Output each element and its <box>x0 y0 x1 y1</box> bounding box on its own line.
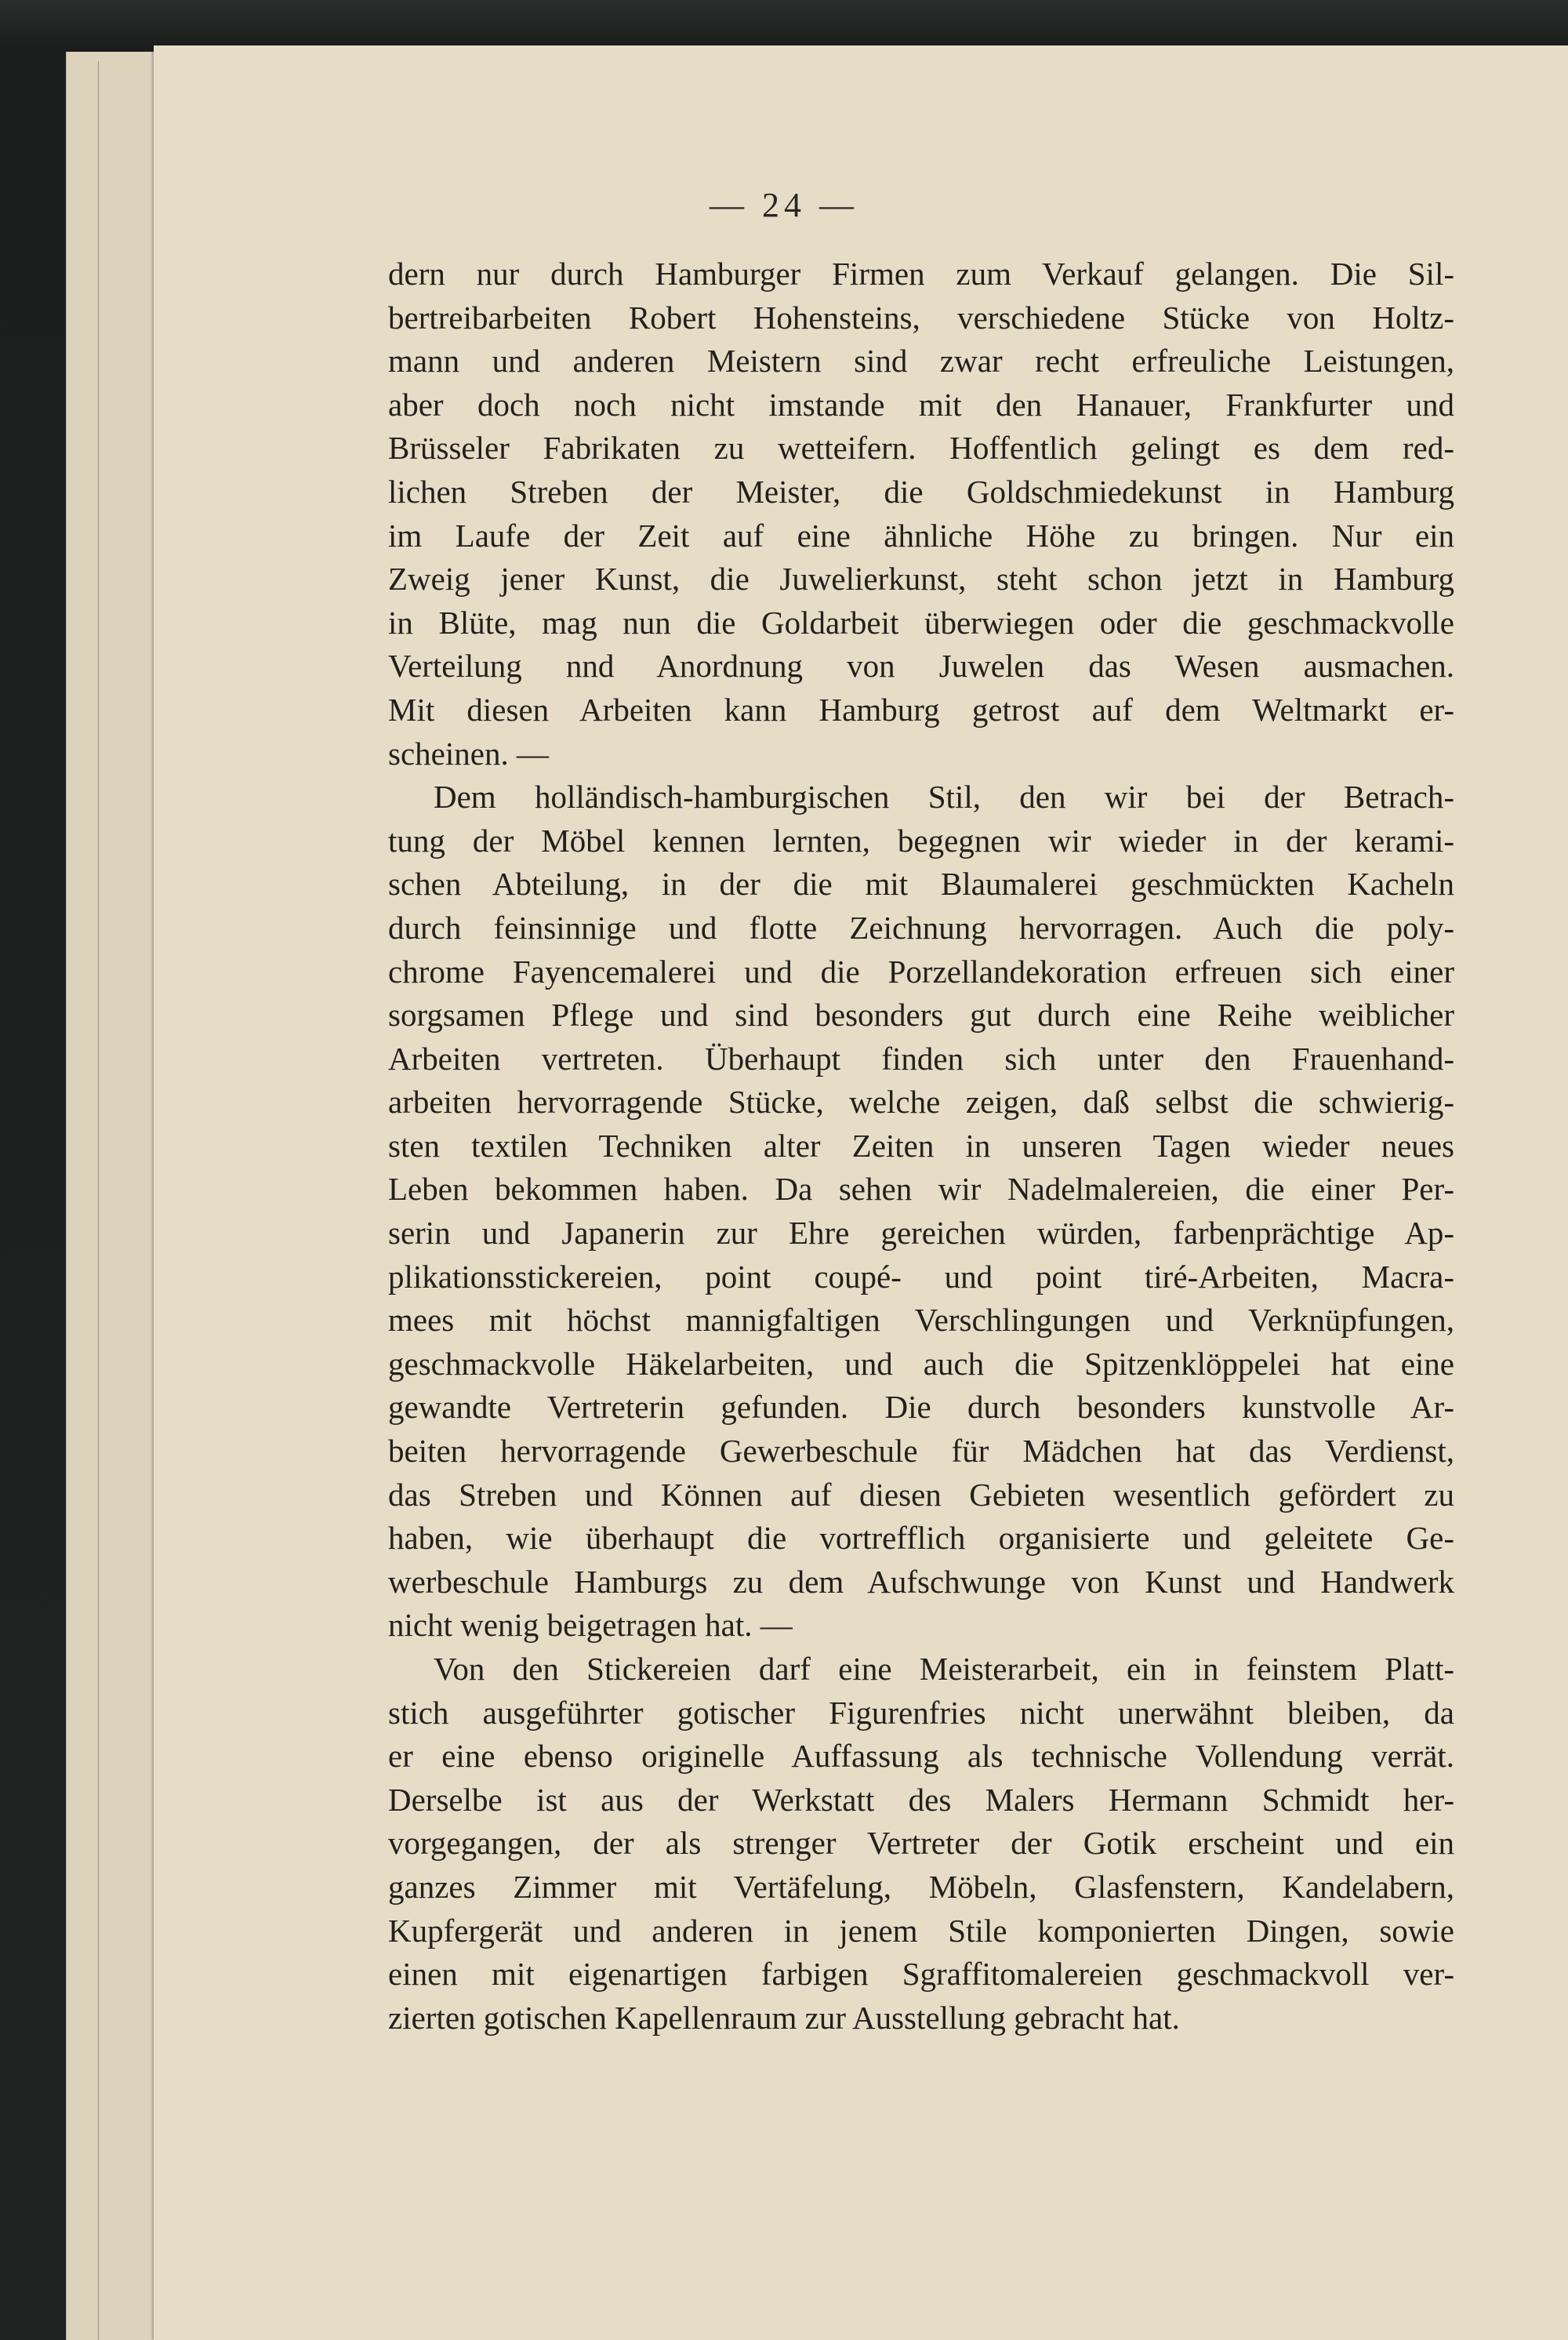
text-line: chrome Fayencemalerei und die Porzellandekoration erfreuen sich einer <box>388 953 1454 990</box>
text-line: dern nur durch Hamburger Firmen zum Verkauf gelangen. Die Sil- <box>388 256 1454 292</box>
text-line: arbeiten hervorragende Stücke, welche zeigen, daß selbst die schwierig- <box>388 1084 1454 1121</box>
page-edge-line <box>98 61 99 2340</box>
text-line: in Blüte, mag nun die Goldarbeit überwiegen oder die geschmackvolle <box>388 604 1454 641</box>
text-line: Mit diesen Arbeiten kann Hamburg getrost auf dem Weltmarkt er- <box>388 691 1454 728</box>
text-line: einen mit eigenartigen farbigen Sgraffitomalereien geschmackvoll ver- <box>388 1956 1454 1993</box>
text-line: Dem holländisch-hamburgischen Stil, den wir bei der Betrach- <box>434 779 1454 816</box>
text-line: beiten hervorragende Gewerbeschule für Mädchen hat das Verdienst, <box>388 1433 1454 1470</box>
text-line: mann und anderen Meistern sind zwar recht erfreuliche Leistungen, <box>388 343 1454 380</box>
text-line: das Streben und Können auf diesen Gebieten wesentlich gefördert zu <box>388 1476 1454 1513</box>
text-line: werbeschule Hamburgs zu dem Aufschwunge von Kunst und Handwerk <box>388 1563 1454 1600</box>
text-line: gewandte Vertreterin gefunden. Die durch besonders kunstvolle Ar- <box>388 1389 1454 1426</box>
body-text <box>388 253 1454 2040</box>
text-line: Brüsseler Fabrikaten zu wetteifern. Hoffentlich gelingt es dem red- <box>388 430 1454 467</box>
text-line: durch feinsinnige und flotte Zeichnung hervorragen. Auch die poly- <box>388 909 1454 946</box>
text-line: bertreibarbeiten Robert Hohensteins, verschiedene Stücke von Holtz- <box>388 299 1454 336</box>
text-line: mees mit höchst mannigfaltigen Verschlingungen und Verknüpfungen, <box>388 1302 1454 1339</box>
text-line: scheinen. — <box>388 735 549 772</box>
text-line: plikationsstickereien, point coupé- und point tiré-Arbeiten, Macra- <box>388 1258 1454 1295</box>
text-line: lichen Streben der Meister, die Goldschmiedekunst in Hamburg <box>388 473 1454 510</box>
text-line: nicht wenig beigetragen hat. — <box>388 1607 793 1644</box>
text-line: Verteilung nnd Anordnung von Juwelen das Wesen ausmachen. <box>388 648 1454 685</box>
text-line: serin und Japanerin zur Ehre gereichen würden, farbenprächtige Ap- <box>388 1215 1454 1252</box>
paragraph <box>388 776 1454 1648</box>
text-line: schen Abteilung, in der die mit Blaumalerei geschmückten Kacheln <box>388 866 1454 903</box>
text-line: Von den Stickereien darf eine Meisterarbeit, ein in feinstem Platt- <box>434 1651 1454 1687</box>
text-line: tung der Möbel kennen lernten, begegnen wir wieder in der kerami- <box>388 822 1454 859</box>
text-line: Leben bekommen haben. Da sehen wir Nadelmalereien, die einer Per- <box>388 1171 1454 1208</box>
text-line: zierten gotischen Kapellenraum zur Ausstellung gebracht hat. <box>388 1999 1180 2036</box>
paragraph <box>388 253 1454 776</box>
text-line: Arbeiten vertreten. Überhaupt finden sich unter den Frauenhand- <box>388 1040 1454 1077</box>
text-line: sten textilen Techniken alter Zeiten in unseren Tagen wieder neues <box>388 1127 1454 1164</box>
text-line: Zweig jener Kunst, die Juwelierkunst, steht schon jetzt in Hamburg <box>388 561 1454 598</box>
text-line: im Laufe der Zeit auf eine ähnliche Höhe zu bringen. Nur ein <box>388 517 1454 554</box>
page-number: — 24 — <box>710 186 858 224</box>
text-line: sorgsamen Pflege und sind besonders gut durch eine Reihe weiblicher <box>388 997 1454 1034</box>
text-line: Kupfergerät und anderen in jenem Stile komponierten Dingen, sowie <box>388 1912 1454 1949</box>
text-line: haben, wie überhaupt die vortrefflich organisierte und geleitete Ge- <box>388 1520 1454 1557</box>
text-line: aber doch noch nicht imstande mit den Hanauer, Frankfurter und <box>388 386 1454 423</box>
paragraph <box>388 1648 1454 2040</box>
text-line: ganzes Zimmer mit Vertäfelung, Möbeln, Glasfenstern, Kandelabern, <box>388 1868 1454 1905</box>
text-line: vorgegangen, der als strenger Vertreter der Gotik erscheint und ein <box>388 1825 1454 1862</box>
text-line: Derselbe ist aus der Werkstatt des Malers Hermann Schmidt her- <box>388 1781 1454 1818</box>
text-line: geschmackvolle Häkelarbeiten, und auch die Spitzenklöppelei hat eine <box>388 1345 1454 1382</box>
text-line: stich ausgeführter gotischer Figurenfries nicht unerwähnt bleiben, da <box>388 1694 1454 1731</box>
text-line: er eine ebenso originelle Auffassung als technische Vollendung verrät. <box>388 1738 1454 1775</box>
